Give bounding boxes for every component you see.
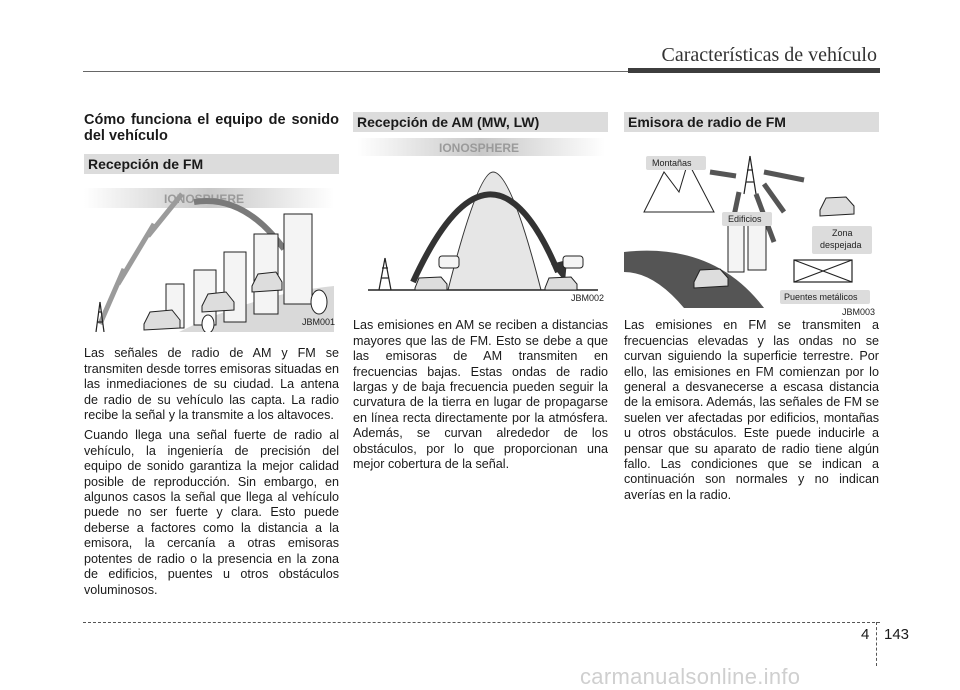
body-paragraph: Las emisiones en FM se transmiten a frecuencias elevadas y las ondas no se curvan siguiendo la superficie terrestre. Por ello, las emisiones en FM comienzan por lo general a desvanecerse a escasa distancia de la emisora. Además, las señales de FM se suelen ver afectadas por edificios, montañas u otros obstáculos. Este puede inducirle a pensar que su aparato de radio tiene algún fallo. Las condiciones que se indican a continuación son normales y no indican averías en la radio. (624, 318, 879, 502)
label-mountains: Montañas (652, 158, 692, 169)
mountain (448, 172, 541, 290)
page-number-separator (876, 622, 877, 666)
header-rule-accent (628, 68, 880, 73)
fm-reception-illustration (84, 174, 334, 332)
buildings (728, 218, 766, 272)
label-buildings: Edificios (728, 214, 762, 225)
figure-code: JBM003 (841, 307, 875, 317)
chapter-number: 4 (861, 626, 870, 643)
figure-title: Recepción de AM (MW, LW) (353, 112, 608, 132)
radio-tower-icon (744, 156, 756, 194)
figure-title: Emisora de radio de FM (624, 112, 879, 132)
bridge-icon (794, 260, 852, 282)
body-paragraph: Las señales de radio de AM y FM se transmiten desde torres emisoras situadas en las inmediaciones de su ciudad. La antena de radio de su vehículo las capta. La radio recibe la señal y la transmite a los altavoces. (84, 346, 339, 423)
watermark: carmanualsonline.info (580, 664, 801, 689)
ionosphere-label: IONOSPHERE (164, 192, 245, 207)
ionosphere-label: IONOSPHERE (439, 141, 520, 156)
chapter-title: Características de vehículo (661, 44, 877, 66)
figure-fm-station (624, 112, 879, 317)
figure-code: JBM002 (570, 293, 604, 303)
page-number: 143 (884, 626, 910, 643)
figure-code: JBM001 (301, 317, 335, 327)
column-2 (353, 112, 608, 477)
am-reception-illustration (353, 132, 608, 308)
figure-am-reception (353, 112, 608, 308)
figure-fm-reception (84, 154, 339, 332)
label-open-zone-1: Zona (832, 228, 853, 239)
header-rule (83, 71, 628, 72)
body-paragraph: Cuando llega una señal fuerte de radio al vehículo, la ingeniería de precisión del equipo de sonido garantiza la mejor calidad posible de reproducción. Sin embargo, en algunos casos la señal que llega al vehículo puede no ser fuerte y clara. Esto puede deberse a factores como la distancia a la emisora, la cercanía a otras emisoras potentes de radio o la presencia en la zona de edificios, puentes u otros obstáculos voluminosos. (84, 428, 339, 597)
car-icon (694, 269, 728, 288)
car-icon (820, 197, 854, 216)
column-1 (84, 112, 339, 603)
column-3 (624, 112, 879, 508)
footer-rule (83, 622, 880, 623)
label-open-zone-2: despejada (820, 240, 862, 251)
body-paragraph: Las emisiones en AM se reciben a distancias mayores que las de FM. Esto se debe a que las emisoras de AM transmiten en frecuencias bajas. Estas ondas de radio largas y de baja frecuencia pueden seguir la curvatura de la tierra en lugar de propagarse en línea recta directamente por la atmósfera. Además, se curvan alrededor de los obstáculos, por lo que proporcionan una mejor cobertura de la señal. (353, 318, 608, 472)
figure-title: Recepción de FM (84, 154, 339, 174)
radio-tower-icon (379, 258, 391, 290)
fm-station-illustration (624, 132, 879, 308)
section-heading: Cómo funciona el equipo de sonido del vehículo (84, 112, 339, 144)
label-bridges: Puentes metálicos (784, 292, 858, 303)
